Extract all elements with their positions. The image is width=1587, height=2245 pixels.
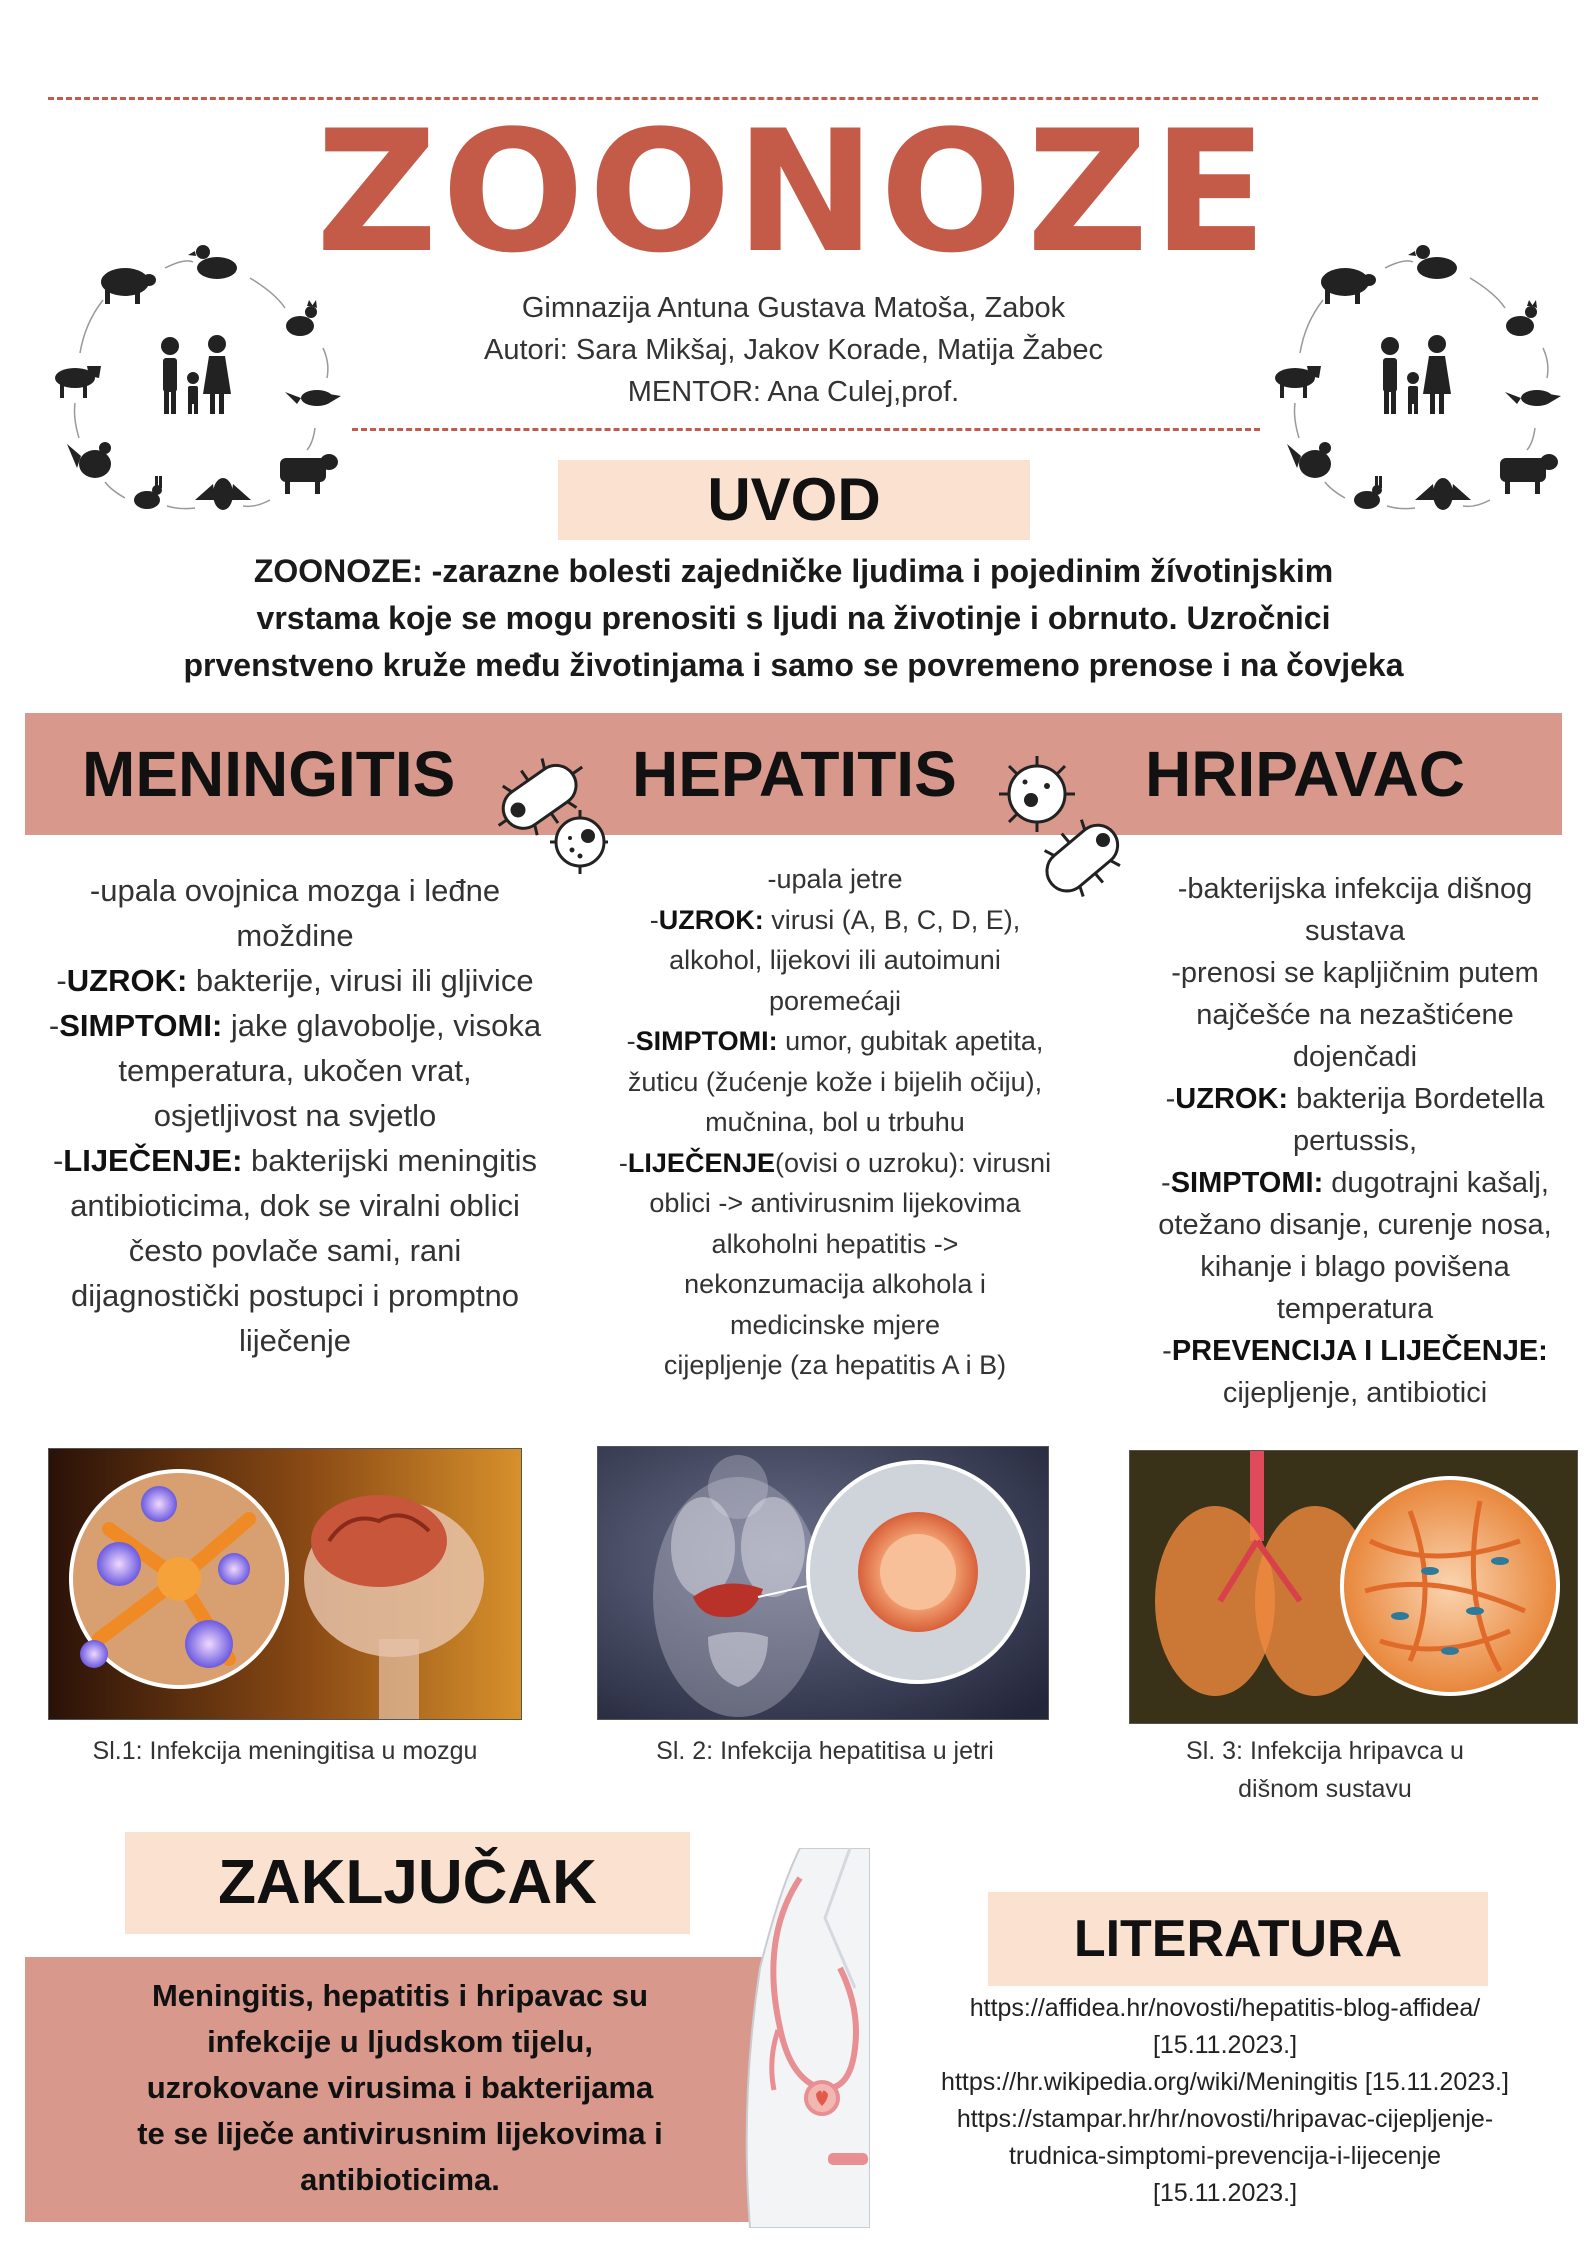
desc-line: -LIJEČENJE(ovisi o uzroku): virusni — [618, 1147, 1052, 1178]
desc-line: -upala ovojnica mozga i leđne — [89, 873, 501, 908]
literature-entry: [15.11.2023.] — [1152, 2179, 1298, 2207]
hepatitis-description — [590, 859, 1080, 1386]
literature-entry[interactable]: https://stampar.hr/hr/novosti/hripavac-cijepljenje- — [956, 2105, 1494, 2133]
desc-line: cijepljenje (za hepatitis A i B) — [663, 1350, 1007, 1380]
desc-line: često povlače sami, rani — [128, 1233, 462, 1268]
author-block — [400, 287, 1187, 413]
intro-line: prvenstveno kruže među životinjama i samo se povremeno prenose i na čovjeka — [183, 647, 1404, 683]
conclusion-line: te se liječe antivirusnim lijekovima i — [137, 2116, 663, 2151]
desc-line: -SIMPTOMI: dugotrajni kašalj, — [1161, 1167, 1549, 1199]
conclusion-line: infekcije u ljudskom tijelu, — [207, 2024, 593, 2059]
zoonosis-cycle-icon-left — [45, 238, 355, 528]
caption-line: dišnom sustavu — [1238, 1775, 1412, 1803]
literature-entry[interactable]: https://hr.wikipedia.org/wiki/Meningitis [15.11.2023.] — [941, 2068, 1509, 2096]
desc-line: moždine — [236, 918, 354, 953]
intro-line: ZOONOZE: -zarazne bolesti zajedničke ljudima i pojedinim žívotinjskim — [253, 553, 1334, 589]
hepatitis-liver-image — [597, 1446, 1049, 1720]
school-name: Gimnazija Antuna Gustava Matoša, Zabok — [521, 292, 1066, 324]
desc-line: -bakterijska infekcija dišnog — [1177, 873, 1533, 905]
zoonosis-cycle-icon-right — [1265, 238, 1575, 528]
caption-line: Sl. 2: Infekcija hepatitisa u jetri — [656, 1737, 994, 1765]
authors: Autori: Sara Mikšaj, Jakov Korade, Matija Žabec — [484, 334, 1103, 366]
meningitis-title: MENINGITIS — [82, 738, 456, 810]
intro-heading: UVOD — [558, 460, 1030, 540]
desc-line: oblici -> antivirusnim lijekovima — [649, 1188, 1021, 1218]
doctor-stethoscope-illustration — [730, 1848, 870, 2228]
hripavac-caption — [1110, 1732, 1540, 1808]
literature-list — [875, 1990, 1575, 2212]
conclusion-heading: ZAKLJUČAK — [125, 1832, 690, 1934]
desc-line: -upala jetre — [767, 864, 903, 894]
desc-line: najčešće na nezaštićene — [1196, 999, 1514, 1031]
desc-line: poremećaji — [768, 985, 902, 1016]
desc-line: dijagnostički postupci i promptno — [70, 1278, 520, 1313]
intro-text — [90, 548, 1497, 689]
mentor: MENTOR: Ana Culej,prof. — [627, 376, 960, 408]
desc-line: pertussis, — [1292, 1125, 1418, 1157]
hepatitis-caption — [565, 1732, 1085, 1770]
meningitis-brain-image — [48, 1448, 522, 1720]
desc-line: liječenje — [238, 1323, 351, 1358]
desc-line: alkohol, lijekovi ili autoimuni — [669, 945, 1001, 975]
desc-line: žuticu (žućenje kože i bijelih očiju), — [627, 1066, 1043, 1097]
desc-line: -UZROK: bakterija Bordetella — [1165, 1083, 1545, 1115]
desc-line: mučnina, bol u trbuhu — [705, 1107, 965, 1137]
meningitis-caption — [20, 1732, 550, 1770]
hripavac-lungs-image — [1129, 1450, 1578, 1724]
literature-entry[interactable]: trudnica-simptomi-prevencija-i-lijecenje — [1008, 2142, 1442, 2170]
desc-line: osjetljivost na svjetlo — [153, 1098, 437, 1133]
desc-line: -SIMPTOMI: jake glavobolje, visoka — [48, 1008, 542, 1043]
desc-line: antibioticima, dok se viralni oblici — [70, 1188, 520, 1223]
conclusion-line: uzrokovane virusima i bakterijama — [146, 2070, 654, 2105]
desc-line: -UZROK: virusi (A, B, C, D, E), — [649, 904, 1021, 935]
conclusion-line: Meningitis, hepatitis i hripavac su — [151, 1978, 649, 2013]
header-divider — [352, 428, 1260, 431]
meningitis-description — [35, 868, 555, 1363]
desc-line: -LIJEČENJE: bakterijski meningitis — [52, 1143, 538, 1178]
intro-line: vrstama koje se mogu prenositi s ljudi na životinje i obrnuto. Uzročnici — [256, 600, 1331, 636]
conclusion-text — [50, 1973, 750, 2203]
hripavac-description — [1120, 868, 1587, 1414]
literature-entry[interactable]: https://affidea.hr/novosti/hepatitis-blog-affidea/ — [969, 1994, 1481, 2022]
conclusion-line: antibioticima. — [300, 2162, 500, 2197]
desc-line: medicinske mjere — [729, 1309, 941, 1340]
desc-line: kihanje i blago povišena — [1200, 1251, 1510, 1283]
desc-line: otežano disanje, curenje nosa, — [1158, 1209, 1552, 1241]
hepatitis-title: HEPATITIS — [632, 738, 957, 810]
hripavac-title: HRIPAVAC — [1145, 738, 1465, 810]
desc-line: cijepljenje, antibiotici — [1222, 1377, 1488, 1409]
desc-line: sustava — [1305, 915, 1405, 947]
desc-line: -UZROK: bakterije, virusi ili gljivice — [56, 963, 534, 998]
desc-line: alkoholni hepatitis -> — [711, 1228, 959, 1259]
desc-line: -SIMPTOMI: umor, gubitak apetita, — [626, 1026, 1044, 1056]
desc-line: -prenosi se kapljičnim putem — [1171, 957, 1539, 989]
desc-line: -PREVENCIJA I LIJEČENJE: — [1162, 1335, 1548, 1367]
literature-entry: [15.11.2023.] — [1152, 2031, 1298, 2059]
desc-line: temperatura — [1276, 1293, 1434, 1325]
literature-heading: LITERATURA — [988, 1892, 1488, 1986]
bacteria-icon — [488, 746, 608, 876]
caption-line: Sl.1: Infekcija meningitisa u mozgu — [92, 1737, 478, 1765]
page-title: ZOONOZE — [315, 94, 1272, 290]
desc-line: nekonzumacija alkohola i — [684, 1269, 986, 1299]
desc-line: dojenčadi — [1292, 1041, 1418, 1073]
caption-line: Sl. 3: Infekcija hripavca u — [1186, 1737, 1464, 1765]
desc-line: temperatura, ukočen vrat, — [118, 1053, 472, 1088]
